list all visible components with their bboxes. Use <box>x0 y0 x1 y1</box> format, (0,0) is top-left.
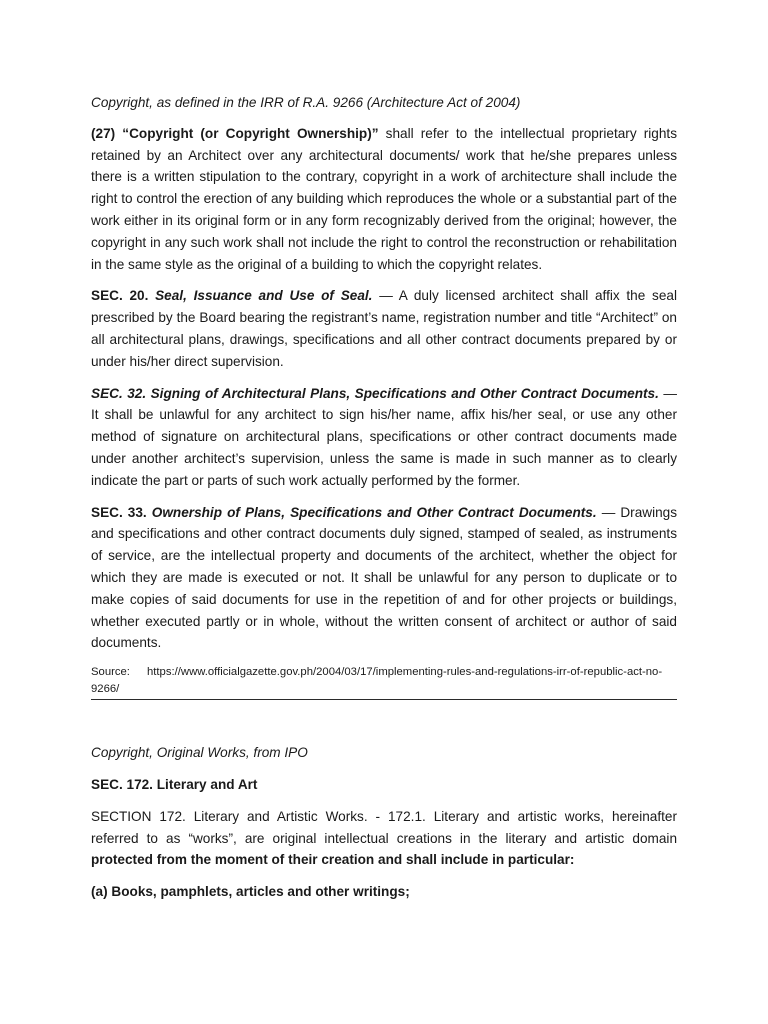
sec-33-text: — Drawings and specifications and other contract documents duly signed, stamped of sealed, as instruments of service, are the intellectual property and documents of the architect, whether the object for which they are made is executed or not. It shall be unlawful for any person to duplicate or to make copies of said documents for use in the repetition of and for other projects or buildings, whether executed partly or in whole, without the written consent of architect or author of said documents. <box>91 504 678 651</box>
list-item-a: (a) Books, pamphlets, articles and other writings; <box>91 884 410 900</box>
sec-172-heading: SEC. 172. Literary and Art <box>91 776 258 792</box>
sec-172-intro <box>91 806 677 871</box>
definition-27-copyright <box>91 123 677 276</box>
section-title-ipo: Copyright, Original Works, from IPO <box>91 745 308 761</box>
definition-text: shall refer to the intellectual proprietary rights retained by an Architect over any architectural documents/ work that he/she prepares unless there is a written stipulation to the contrary, copyright in a work of architecture shall include the right to control the erection of any building which reproduces the whole or a substantial part of the work either in its original form or in any form recognizably derived from the original; however, the copyright in any such work shall not include the right to control the reconstruction or rehabilitation in the same style as the original of a building to which the copyright relates. <box>91 125 677 272</box>
sec-33-heading: Ownership of Plans, Specifications and Other Contract Documents. <box>146 504 597 520</box>
definition-term: (27) “Copyright (or Copyright Ownership)” <box>91 125 379 141</box>
section-title-architecture-act: Copyright, as defined in the IRR of R.A. 9266 (Architecture Act of 2004) <box>91 95 521 110</box>
sec-20-paragraph <box>91 285 677 372</box>
source-url[interactable]: https://www.officialgazette.gov.ph/2004/03/17/implementing-rules-and-regulations-irr-of-republic-act-no-9266/ <box>91 666 663 696</box>
sec-32-text: — It shall be unlawful for any architect to sign his/her name, affix his/her seal, or use any other method of signature on architectural plans, specifications or other contract documents made under another architect’s supervision, unless the same is made in such manner as to clearly indicate the part or parts of such work actually performed by the former. <box>91 385 677 488</box>
section-spacer <box>91 700 677 742</box>
sec-20-text: — A duly licensed architect shall affix the seal prescribed by the Board bearing the registrant’s name, registration number and title “Architect” on all architectural plans, drawings, specifications and all other contract documents prepared by or under his/her direct supervision. <box>91 288 677 369</box>
sec-33-number: SEC. 33. <box>91 504 147 520</box>
source-label: Source: <box>91 666 130 679</box>
sec-32-paragraph <box>91 383 677 492</box>
sec-20-heading: Seal, Issuance and Use of Seal. <box>148 288 373 304</box>
sec-32-heading: SEC. 32. Signing of Architectural Plans, Specifications and Other Contract Documents. <box>91 385 659 401</box>
document-body <box>91 92 677 913</box>
source-citation <box>91 664 677 700</box>
sec-33-paragraph <box>91 502 677 655</box>
sec-172-intro-bold: protected from the moment of their creation and shall include in particular: <box>91 852 575 868</box>
sec-172-intro-text: SECTION 172. Literary and Artistic Works. - 172.1. Literary and artistic works, hereinafter referred to as “works”, are original intellectual creations in the literary and artistic domain <box>91 808 677 846</box>
sec-20-number: SEC. 20. <box>91 288 149 304</box>
